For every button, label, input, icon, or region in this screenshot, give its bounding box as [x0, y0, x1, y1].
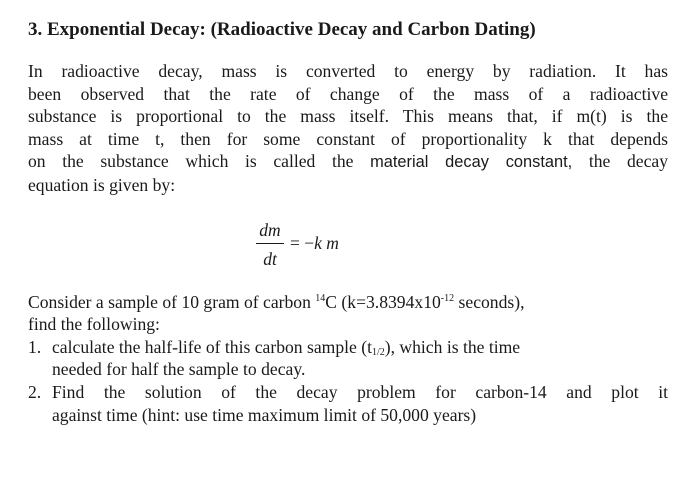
decay-constant-term: material decay constant, [370, 153, 573, 172]
intro-line-3: substance is proportional to the mass itself. This means that, if m(t) is the [28, 106, 668, 127]
intro-line-5 [28, 150, 668, 174]
sample-line-1 [28, 291, 668, 314]
intro-paragraph [28, 60, 668, 197]
fraction-bar [256, 243, 284, 244]
document-page [28, 10, 668, 426]
question-1-line-2: needed for half the sample to decay. [52, 359, 306, 380]
intro-line-1: In radioactive decay, mass is converted to energy by radiation. It has [28, 61, 668, 81]
intro-line-2: been observed that the rate of change of the mass of a radioactive [28, 83, 668, 104]
list-item [28, 336, 668, 381]
derivative-fraction [256, 219, 284, 270]
sample-line-1-mid: C (k=3.8394x10 [325, 291, 441, 312]
decay-equation [256, 219, 668, 279]
section-heading: 3. Exponential Decay: (Radioactive Decay and Carbon Dating) [28, 19, 536, 40]
question-1-line-1-pre: calculate the half-life of this carbon sample (t [52, 336, 372, 357]
sample-paragraph [28, 291, 668, 336]
question-2-line-2: against time (hint: use time maximum limit of 50,000 years) [52, 404, 477, 425]
list-marker: 2. [28, 381, 42, 402]
intro-line-4: mass at time t, then for some constant of proportionality k that depends [28, 128, 668, 149]
question-1-line-1-post: ), which is the time [384, 336, 521, 357]
list-marker: 1. [28, 336, 42, 357]
list-item [28, 381, 668, 426]
question-1-line-1 [52, 336, 668, 359]
sample-line-1-pre: Consider a sample of 10 gram of carbon [28, 291, 316, 312]
isotope-superscript: 14 [315, 292, 326, 304]
sample-line-2: find the following: [28, 314, 160, 335]
intro-line-5-pre: on the substance which is called the [28, 151, 354, 172]
exponent-superscript: -12 [440, 292, 455, 304]
intro-line-6: equation is given by: [28, 174, 176, 195]
constant-k: k [314, 232, 322, 253]
intro-line-5-post: the decay [588, 151, 669, 172]
question-2-line-1: Find the solution of the decay problem for carbon-14 and plot it [52, 381, 668, 402]
equation-right-side [290, 233, 339, 254]
fraction-denominator: dt [263, 248, 277, 269]
equals-minus: = − [290, 232, 315, 253]
question-list [28, 336, 668, 426]
variable-m: m [326, 232, 339, 253]
half-life-subscript: 1/2 [371, 346, 385, 358]
sample-line-1-post: seconds), [454, 291, 525, 312]
fraction-numerator: dm [259, 219, 281, 240]
